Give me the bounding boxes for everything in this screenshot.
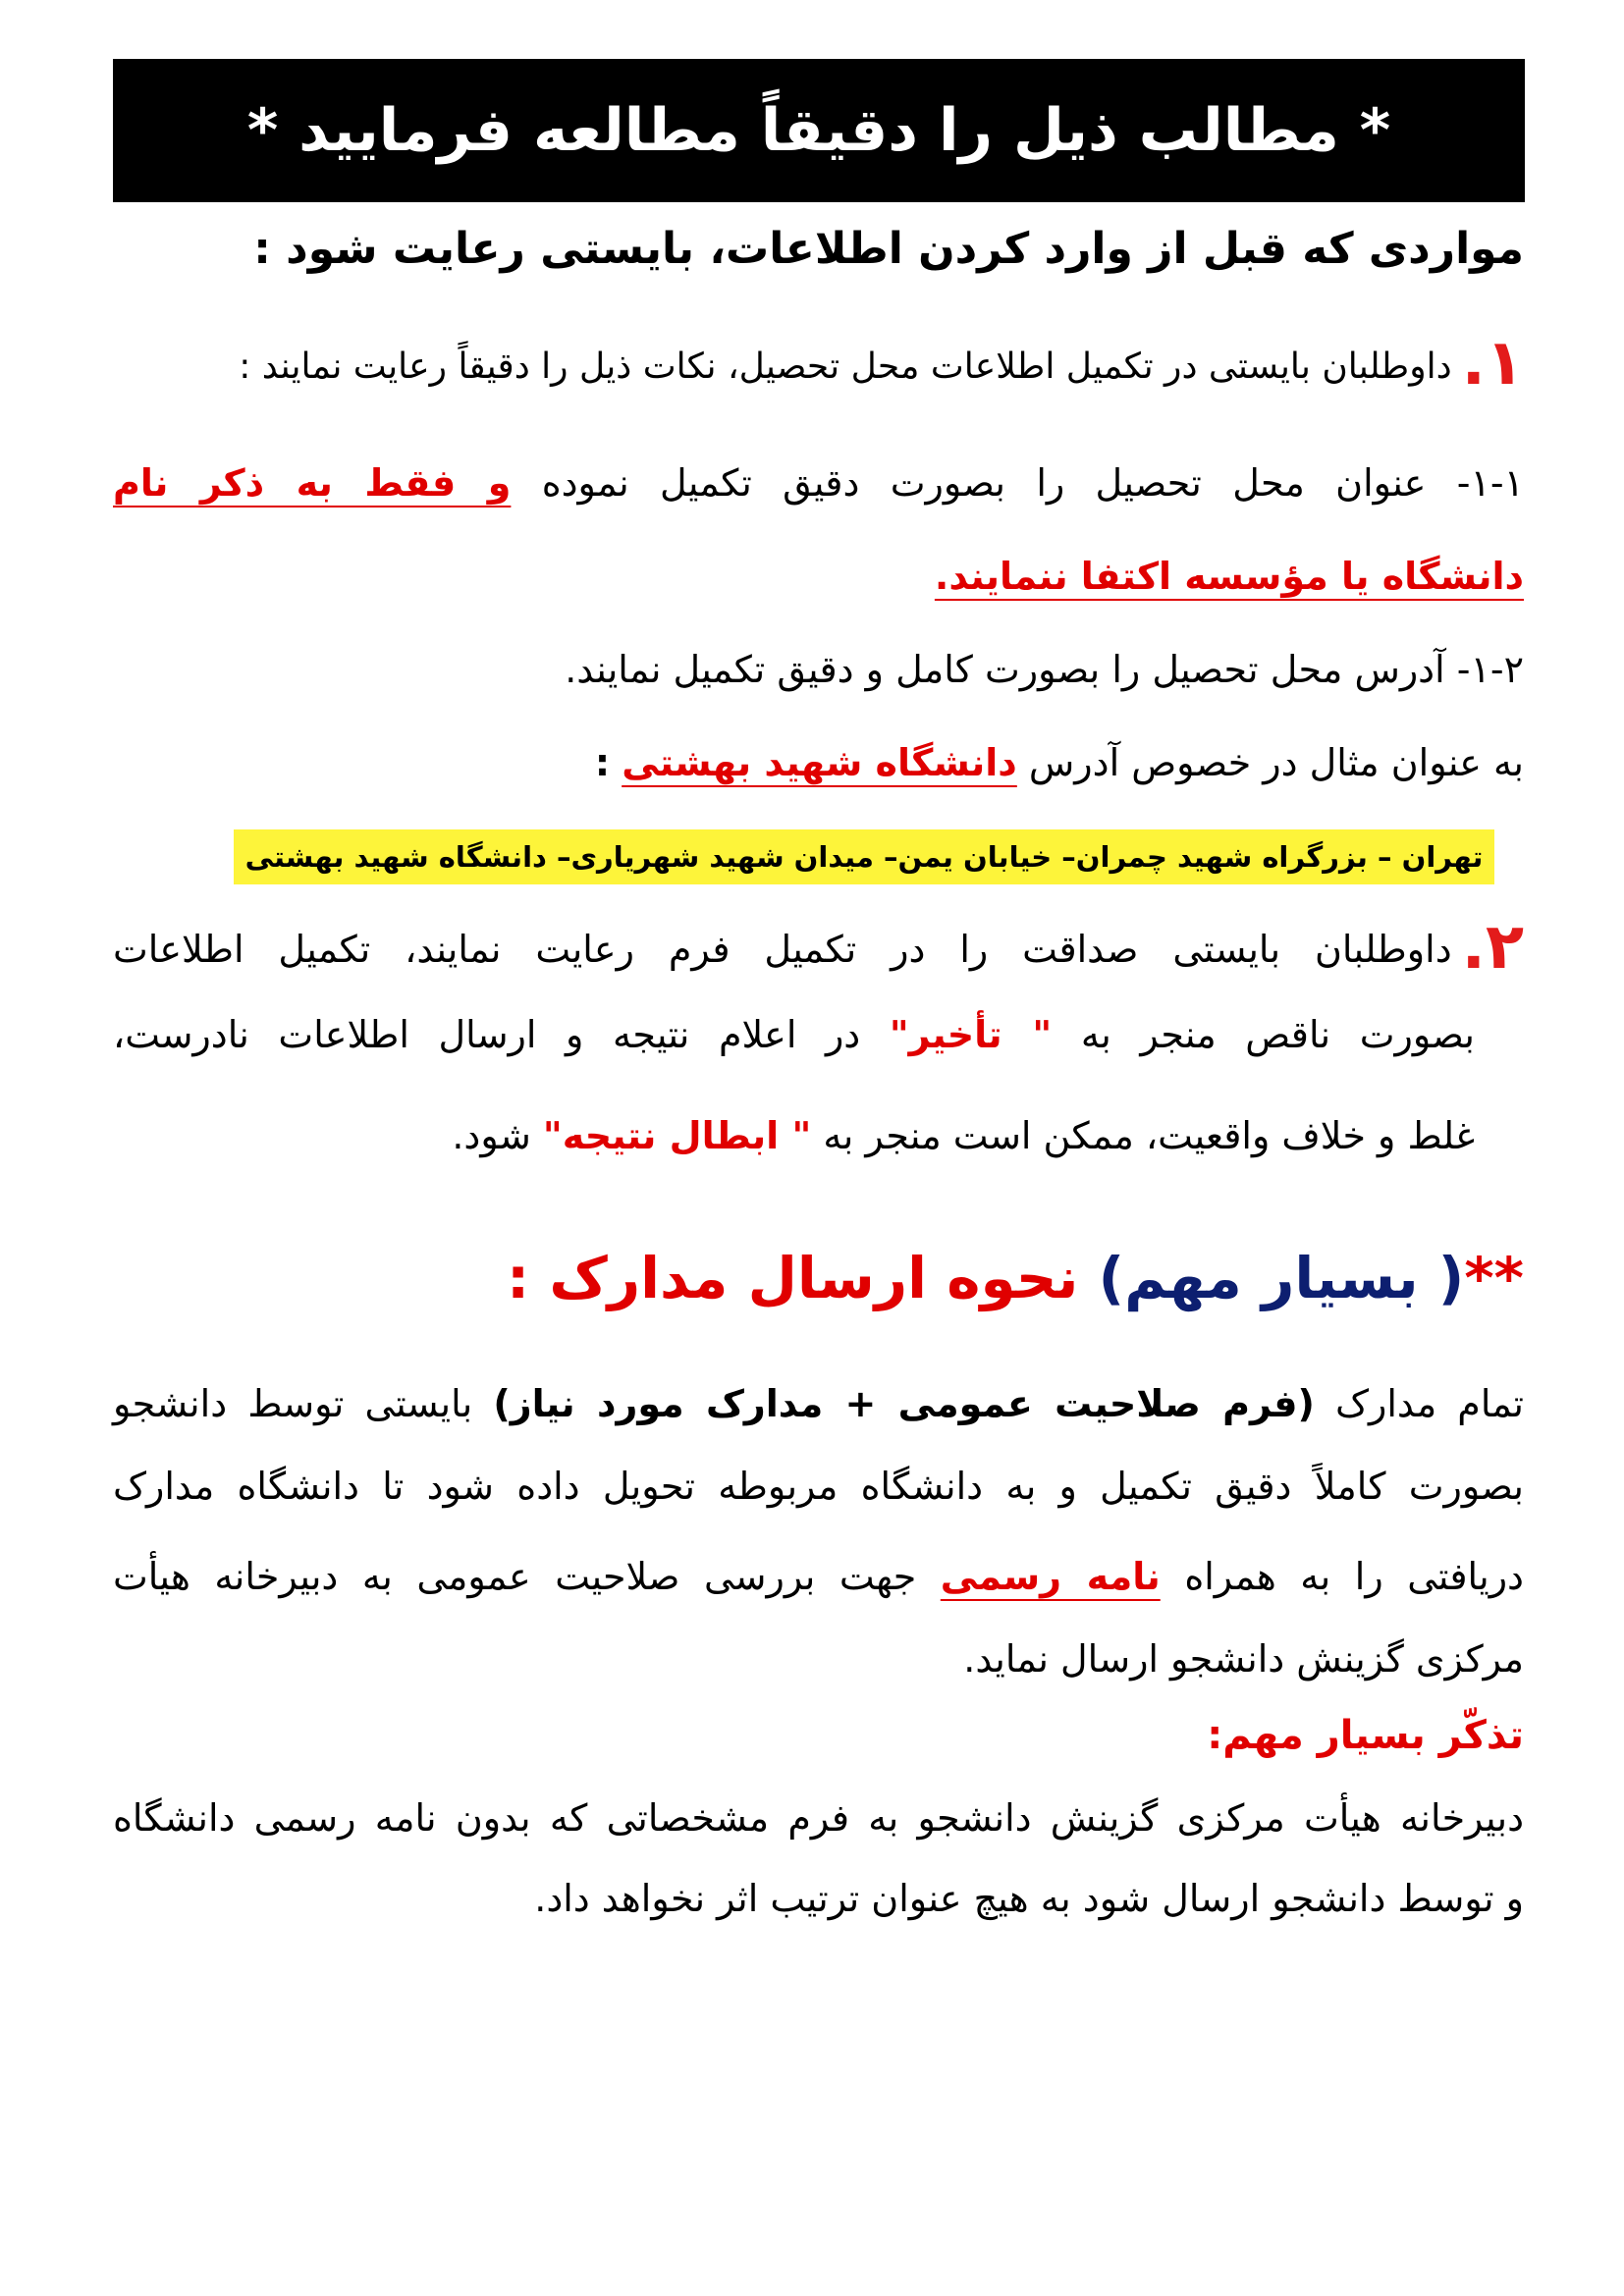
documents-line1-bold: (فرم صلاحیت عمومی + مدارک مورد نیاز): [493, 1382, 1315, 1425]
item2-delay: " تأخیر": [889, 1013, 1053, 1056]
documents-official-letter: نامه رسمی: [940, 1555, 1161, 1598]
documents-line2: بصورت کاملاً دقیق تکمیل و به دانشگاه مربوطه تحویل داده شود تا دانشگاه مدارک: [113, 1465, 1524, 1508]
example-line: [595, 741, 1524, 784]
item2-line3-b: شود.: [452, 1114, 531, 1157]
reminder-title: تذکّر بسیار مهم:: [1207, 1713, 1524, 1758]
intro-heading: مواردی که قبل از وارد کردن اطلاعات، بایستی رعایت شود :: [253, 224, 1524, 274]
item1-sub1-plain: ۱-۱- عنوان محل تحصیل را بصورت دقیق تکمیل نموده: [541, 461, 1524, 505]
example-suffix: :: [594, 741, 611, 784]
item1-sub2: ۱-۲- آدرس محل تحصیل را بصورت کامل و دقیق تکمیل نمایند.: [565, 648, 1524, 691]
documents-line1-a: تمام مدارک: [1334, 1382, 1524, 1425]
item2-line2-b: در اعلام نتیجه و ارسال اطلاعات نادرست،: [113, 1013, 861, 1056]
banner-title: * مطالب ذیل را دقیقاً مطالعه فرمایید *: [246, 96, 1391, 165]
section2-heading: [507, 1245, 1524, 1311]
example-university: دانشگاه شهید بهشتی: [622, 741, 1017, 784]
item2-line1-text: داوطلبان بایستی صداقت را در تکمیل فرم رعایت نمایند، تکمیل اطلاعات: [113, 928, 1452, 971]
example-address-highlight: [234, 829, 1494, 884]
documents-line3: [113, 1555, 1524, 1598]
reminder-line2: و توسط دانشجو ارسال شود به هیچ عنوان ترتیب اثر نخواهد داد.: [534, 1877, 1524, 1920]
section2-title: نحوه ارسال مدارک :: [506, 1245, 1079, 1311]
reminder-line1: دبیرخانه هیأت مرکزی گزینش دانشجو به فرم مشخصاتی که بدون نامه رسمی دانشگاه: [113, 1796, 1524, 1840]
item2-line3-a: غلط و خلاف واقعیت، ممکن است منجر به: [823, 1114, 1475, 1157]
section2-stars: **: [1464, 1245, 1524, 1311]
section2-note: ( بسیار مهم): [1098, 1245, 1465, 1311]
documents-line3-a: دریافتی را به همراه: [1184, 1555, 1524, 1598]
item1-line: [239, 327, 1524, 400]
item2-line1: [113, 911, 1524, 984]
item2-number: ۲.: [1461, 911, 1524, 984]
item1-sub1-red: و فقط به ذکر نام: [113, 461, 512, 505]
example-prefix: به عنوان مثال در خصوص آدرس: [1028, 741, 1524, 784]
item1-number: ۱.: [1461, 327, 1524, 400]
item2-annul: " ابطال نتیجه": [542, 1114, 812, 1157]
page-banner: [113, 59, 1525, 202]
item1-text: داوطلبان بایستی در تکمیل اطلاعات محل تحصیل، نکات ذیل را دقیقاً رعایت نمایند :: [239, 347, 1452, 387]
item1-sub1-line2: [935, 555, 1524, 598]
item2-line3: [452, 1114, 1475, 1157]
example-address: تهران – بزرگراه شهید چمران– خیابان یمن– میدان شهید شهریاری– دانشگاه شهید بهشتی: [244, 840, 1484, 874]
item2-line2-a: بصورت ناقص منجر به: [1080, 1013, 1475, 1056]
item1-sub1-red-line2: دانشگاه یا مؤسسه اکتفا ننمایند.: [934, 555, 1524, 598]
documents-line3-b: جهت بررسی صلاحیت عمومی به دبیرخانه هیأت: [113, 1555, 917, 1598]
documents-line1-b: بایستی توسط دانشجو: [113, 1382, 473, 1425]
item2-line2: [113, 1013, 1475, 1056]
item1-sub1-line1: [113, 461, 1524, 505]
documents-line1: [113, 1382, 1524, 1425]
documents-line4: مرکزی گزینش دانشجو ارسال نماید.: [963, 1637, 1524, 1681]
